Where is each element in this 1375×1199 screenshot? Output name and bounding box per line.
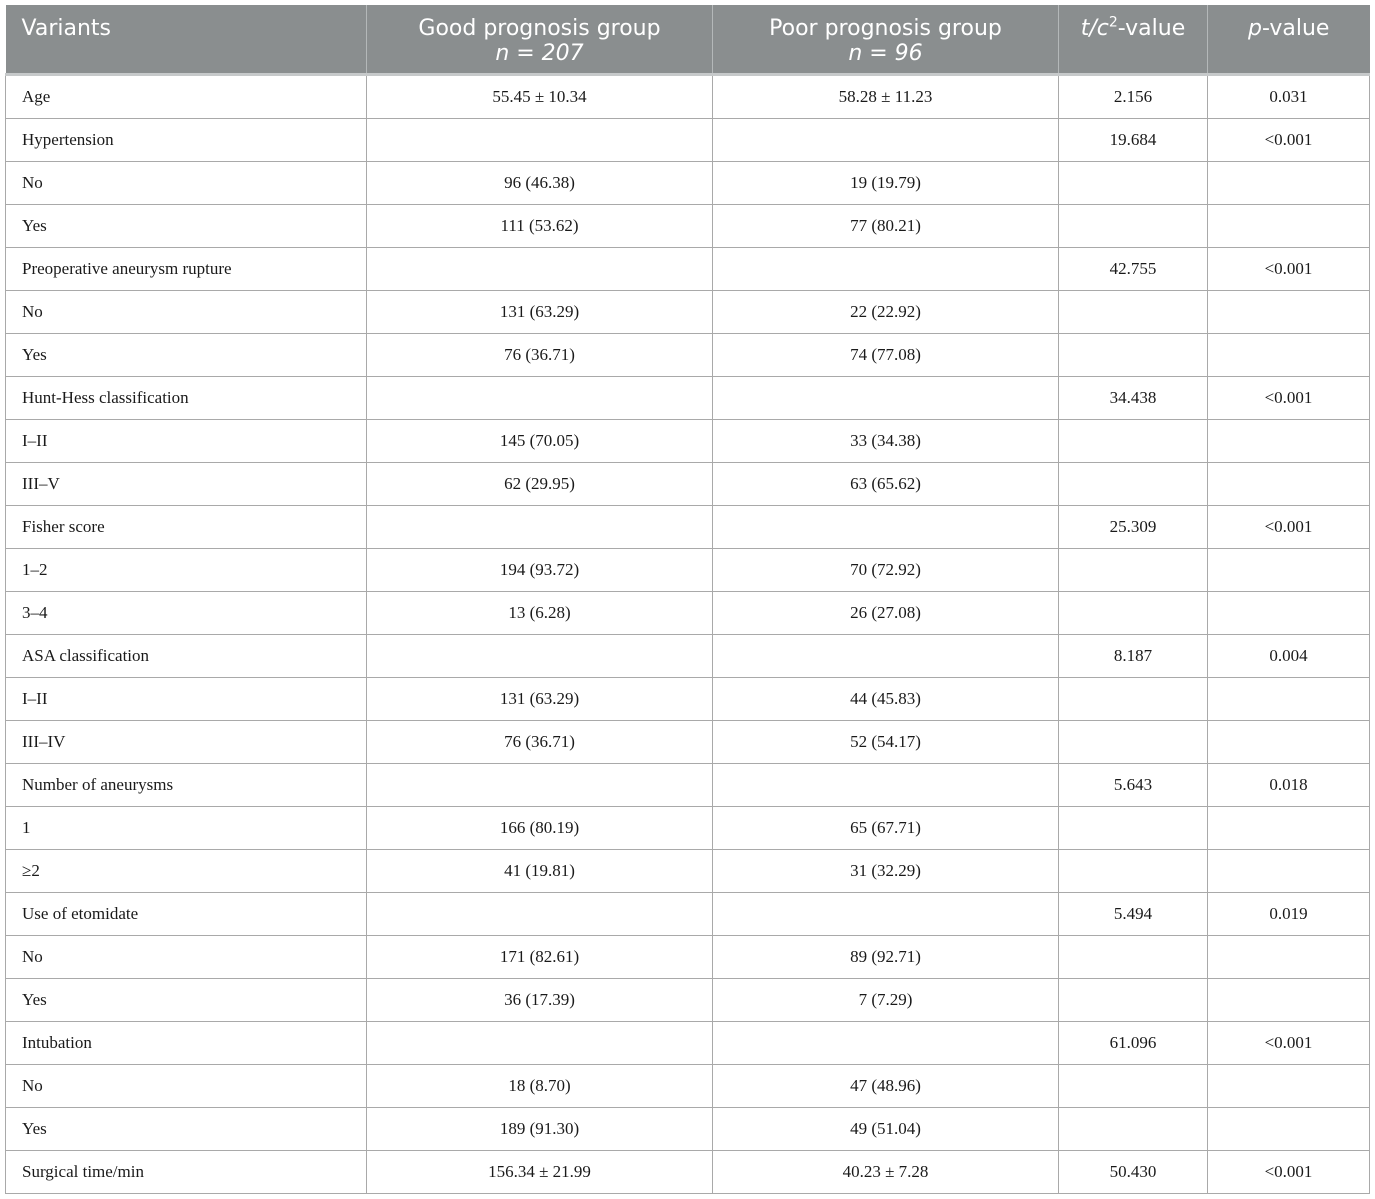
cell-good-prognosis: 76 (36.71) — [367, 721, 713, 764]
cell-poor-prognosis: 77 (80.21) — [713, 205, 1059, 248]
cell-stat-value: 25.309 — [1059, 506, 1208, 549]
table-row — [6, 807, 1370, 850]
table-row — [6, 1151, 1370, 1194]
cell-poor-prognosis: 7 (7.29) — [713, 979, 1059, 1022]
cell-p-value: 0.018 — [1208, 764, 1370, 807]
table-row — [6, 463, 1370, 506]
cell-variant: Number of aneurysms — [6, 764, 367, 807]
cell-poor-prognosis: 40.23 ± 7.28 — [713, 1151, 1059, 1194]
cell-variant: ≥2 — [6, 850, 367, 893]
header-stat-value: $t/c^2$-value — [1059, 5, 1208, 75]
cell-variant: 1–2 — [6, 549, 367, 592]
cell-stat-value — [1059, 1065, 1208, 1108]
cell-good-prognosis — [367, 248, 713, 291]
cell-p-value: <0.001 — [1208, 377, 1370, 420]
cell-p-value: <0.001 — [1208, 506, 1370, 549]
data-table-container — [5, 5, 1369, 1194]
table-row — [6, 1022, 1370, 1065]
cell-poor-prognosis — [713, 635, 1059, 678]
cell-poor-prognosis: 31 (32.29) — [713, 850, 1059, 893]
cell-p-value: <0.001 — [1208, 119, 1370, 162]
cell-stat-value: 2.156 — [1059, 75, 1208, 119]
table-row — [6, 248, 1370, 291]
cell-p-value — [1208, 979, 1370, 1022]
cell-stat-value — [1059, 162, 1208, 205]
cell-variant: I–II — [6, 420, 367, 463]
cell-p-value — [1208, 936, 1370, 979]
cell-stat-value — [1059, 678, 1208, 721]
cell-stat-value — [1059, 979, 1208, 1022]
header-variants: Variants — [6, 5, 367, 75]
cell-poor-prognosis: 74 (77.08) — [713, 334, 1059, 377]
cell-variant: Hunt-Hess classification — [6, 377, 367, 420]
cell-poor-prognosis: 44 (45.83) — [713, 678, 1059, 721]
header-poor-group-label: Poor prognosis group — [769, 16, 1002, 41]
cell-poor-prognosis: 33 (34.38) — [713, 420, 1059, 463]
cell-good-prognosis: 166 (80.19) — [367, 807, 713, 850]
cell-poor-prognosis: 26 (27.08) — [713, 592, 1059, 635]
cell-p-value: <0.001 — [1208, 248, 1370, 291]
cell-stat-value — [1059, 463, 1208, 506]
cell-good-prognosis: 62 (29.95) — [367, 463, 713, 506]
header-p-value: p-value — [1208, 5, 1370, 75]
cell-poor-prognosis — [713, 248, 1059, 291]
cell-p-value — [1208, 463, 1370, 506]
cell-p-value — [1208, 678, 1370, 721]
table-row — [6, 1065, 1370, 1108]
cell-p-value — [1208, 162, 1370, 205]
cell-good-prognosis: 18 (8.70) — [367, 1065, 713, 1108]
cell-p-value: 0.004 — [1208, 635, 1370, 678]
cell-stat-value: 42.755 — [1059, 248, 1208, 291]
cell-stat-value — [1059, 721, 1208, 764]
cell-good-prognosis: 189 (91.30) — [367, 1108, 713, 1151]
cell-p-value — [1208, 1065, 1370, 1108]
header-good-prognosis — [367, 5, 713, 75]
cell-p-value — [1208, 420, 1370, 463]
cell-poor-prognosis: 47 (48.96) — [713, 1065, 1059, 1108]
cell-poor-prognosis: 49 (51.04) — [713, 1108, 1059, 1151]
cell-p-value: 0.019 — [1208, 893, 1370, 936]
table-row — [6, 936, 1370, 979]
header-row — [6, 5, 1370, 75]
cell-p-value: <0.001 — [1208, 1151, 1370, 1194]
table-row — [6, 850, 1370, 893]
cell-p-value — [1208, 592, 1370, 635]
cell-stat-value — [1059, 205, 1208, 248]
cell-poor-prognosis — [713, 119, 1059, 162]
cell-poor-prognosis — [713, 506, 1059, 549]
cell-p-value — [1208, 291, 1370, 334]
cell-good-prognosis — [367, 635, 713, 678]
cell-variant: 1 — [6, 807, 367, 850]
cell-variant: No — [6, 1065, 367, 1108]
cell-good-prognosis: 76 (36.71) — [367, 334, 713, 377]
cell-stat-value: 50.430 — [1059, 1151, 1208, 1194]
header-good-n: n = 207 — [495, 41, 584, 66]
cell-stat-value — [1059, 807, 1208, 850]
cell-good-prognosis: 41 (19.81) — [367, 850, 713, 893]
table-row — [6, 162, 1370, 205]
cell-variant: Intubation — [6, 1022, 367, 1065]
cell-p-value — [1208, 807, 1370, 850]
cell-stat-value: 5.494 — [1059, 893, 1208, 936]
cell-poor-prognosis — [713, 764, 1059, 807]
cell-stat-value: 5.643 — [1059, 764, 1208, 807]
cell-good-prognosis — [367, 506, 713, 549]
cell-p-value — [1208, 850, 1370, 893]
table-row — [6, 764, 1370, 807]
cell-good-prognosis: 156.34 ± 21.99 — [367, 1151, 713, 1194]
cell-p-value: <0.001 — [1208, 1022, 1370, 1065]
cell-good-prognosis: 131 (63.29) — [367, 291, 713, 334]
cell-variant: Yes — [6, 1108, 367, 1151]
cell-good-prognosis — [367, 893, 713, 936]
cell-poor-prognosis: 89 (92.71) — [713, 936, 1059, 979]
cell-stat-value — [1059, 291, 1208, 334]
cell-poor-prognosis: 70 (72.92) — [713, 549, 1059, 592]
cell-good-prognosis: 194 (93.72) — [367, 549, 713, 592]
table-row — [6, 549, 1370, 592]
prognosis-table — [5, 5, 1370, 1194]
table-row — [6, 635, 1370, 678]
cell-variant: Fisher score — [6, 506, 367, 549]
cell-good-prognosis: 96 (46.38) — [367, 162, 713, 205]
cell-poor-prognosis: 65 (67.71) — [713, 807, 1059, 850]
cell-poor-prognosis: 63 (65.62) — [713, 463, 1059, 506]
cell-good-prognosis — [367, 1022, 713, 1065]
table-row — [6, 75, 1370, 119]
cell-variant: Use of etomidate — [6, 893, 367, 936]
cell-variant: Preoperative aneurysm rupture — [6, 248, 367, 291]
table-row — [6, 592, 1370, 635]
cell-stat-value — [1059, 592, 1208, 635]
cell-stat-value: 19.684 — [1059, 119, 1208, 162]
cell-p-value — [1208, 1108, 1370, 1151]
cell-p-value: 0.031 — [1208, 75, 1370, 119]
cell-good-prognosis: 131 (63.29) — [367, 678, 713, 721]
header-good-group-label: Good prognosis group — [418, 16, 661, 41]
table-header — [6, 5, 1370, 75]
cell-poor-prognosis: 19 (19.79) — [713, 162, 1059, 205]
table-row — [6, 1108, 1370, 1151]
cell-good-prognosis: 55.45 ± 10.34 — [367, 75, 713, 119]
table-row — [6, 506, 1370, 549]
cell-good-prognosis — [367, 119, 713, 162]
cell-poor-prognosis: 52 (54.17) — [713, 721, 1059, 764]
cell-stat-value — [1059, 936, 1208, 979]
cell-variant: I–II — [6, 678, 367, 721]
cell-variant: Yes — [6, 979, 367, 1022]
table-body — [6, 75, 1370, 1194]
cell-p-value — [1208, 334, 1370, 377]
header-poor-n: n = 96 — [848, 41, 923, 66]
header-poor-prognosis — [713, 5, 1059, 75]
cell-good-prognosis: 13 (6.28) — [367, 592, 713, 635]
cell-poor-prognosis — [713, 893, 1059, 936]
cell-variant: Hypertension — [6, 119, 367, 162]
cell-poor-prognosis — [713, 1022, 1059, 1065]
cell-good-prognosis: 171 (82.61) — [367, 936, 713, 979]
cell-stat-value — [1059, 1108, 1208, 1151]
cell-variant: No — [6, 162, 367, 205]
table-row — [6, 119, 1370, 162]
table-row — [6, 291, 1370, 334]
table-row — [6, 893, 1370, 936]
cell-stat-value: 8.187 — [1059, 635, 1208, 678]
cell-variant: Yes — [6, 334, 367, 377]
cell-variant: III–V — [6, 463, 367, 506]
cell-stat-value — [1059, 334, 1208, 377]
table-row — [6, 979, 1370, 1022]
cell-good-prognosis: 145 (70.05) — [367, 420, 713, 463]
cell-good-prognosis — [367, 764, 713, 807]
table-row — [6, 678, 1370, 721]
table-row — [6, 377, 1370, 420]
cell-stat-value: 34.438 — [1059, 377, 1208, 420]
cell-good-prognosis: 36 (17.39) — [367, 979, 713, 1022]
table-row — [6, 721, 1370, 764]
cell-poor-prognosis — [713, 377, 1059, 420]
cell-stat-value — [1059, 850, 1208, 893]
cell-variant: 3–4 — [6, 592, 367, 635]
cell-variant: III–IV — [6, 721, 367, 764]
cell-stat-value — [1059, 420, 1208, 463]
table-row — [6, 420, 1370, 463]
table-row — [6, 334, 1370, 377]
cell-stat-value — [1059, 549, 1208, 592]
cell-good-prognosis: 111 (53.62) — [367, 205, 713, 248]
cell-variant: Yes — [6, 205, 367, 248]
cell-poor-prognosis: 58.28 ± 11.23 — [713, 75, 1059, 119]
cell-p-value — [1208, 205, 1370, 248]
cell-variant: Age — [6, 75, 367, 119]
cell-p-value — [1208, 549, 1370, 592]
cell-good-prognosis — [367, 377, 713, 420]
cell-stat-value: 61.096 — [1059, 1022, 1208, 1065]
cell-variant: No — [6, 936, 367, 979]
cell-poor-prognosis: 22 (22.92) — [713, 291, 1059, 334]
cell-variant: Surgical time/min — [6, 1151, 367, 1194]
cell-variant: ASA classification — [6, 635, 367, 678]
cell-variant: No — [6, 291, 367, 334]
cell-p-value — [1208, 721, 1370, 764]
table-row — [6, 205, 1370, 248]
